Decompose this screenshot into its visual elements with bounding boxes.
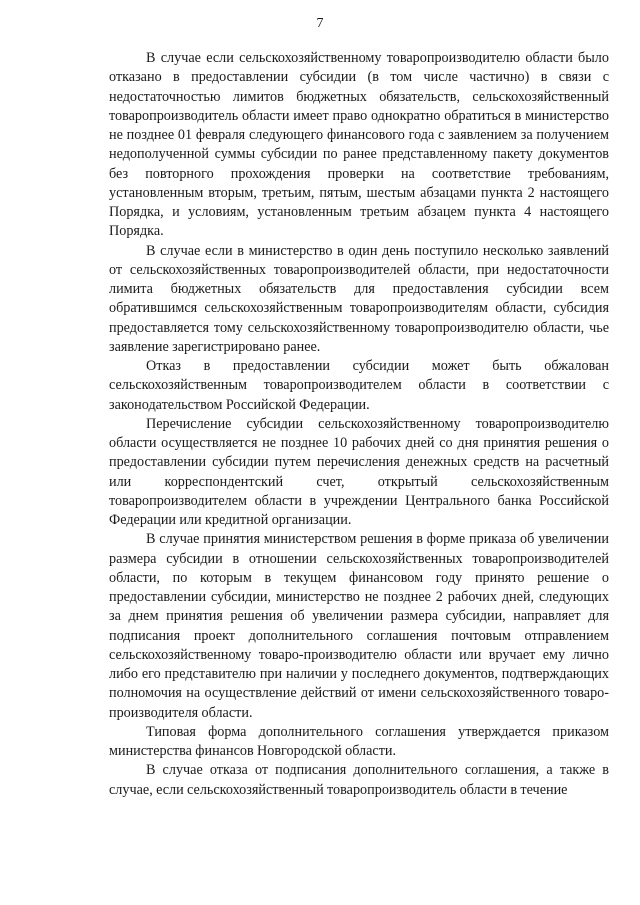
paragraph-standard-form: Типовая форма дополнительного соглашения утверждается приказом министерства финансов Новгородской области. (109, 723, 609, 759)
paragraph-transfer-of-subsidy: Перечисление субсидии сельскохозяйственному товаропроизводителю области осуществляется не позднее 10 рабочих дней со дня принятия решения о предоставлении субсидии путем перечисления денежных средств на расчетный или корреспондентский счет, открытый сельскохозяйственным товаропроизводителем области в учреждении Центрального банка Российской Федерации или кредитной организации. (109, 415, 609, 528)
page-number: 7 (316, 16, 324, 31)
paragraph-same-day-applications: В случае если в министерство в один день поступило несколько заявлений от сельскохозяйственных товаропроизводителей области, при недостаточности лимита бюджетных обязательств для предоставления субсидии всем обратившимся сельскохозяйственным товаропроизводителям области, субсидия предоставляется тому сельскохозяйственному товаропроизводителю области, чье заявление зарегистрировано ранее. (109, 242, 609, 355)
paragraph-refusal-reapplication: В случае если сельскохозяйственному товаропроизводителю области было отказано в предоставлении субсидии (в том числе частично) в связи с недостаточностью лимитов бюджетных обязательств, сельскохозяйственный товаропроизводитель области имеет право однократно обратиться в министерство не позднее 01 февраля следующего финансового года с заявлением за получением недополученной суммы субсидии по ранее представленному пакету документов без повторного прохождения проверки на соответствие требованиям, установленным вторым, третьим, пятым, шестым абзацами пункта 2 настоящего Порядка, и условиям, установленным третьим абзацем пункта 4 настоящего Порядка. (109, 50, 609, 240)
paragraph-appeal: Отказ в предоставлении субсидии может быть обжалован сельскохозяйственным товаропроизводителем области в соответствии с законодательством Российской Федерации. (109, 358, 609, 413)
paragraph-refusal-to-sign: В случае отказа от подписания дополнительного соглашения, а также в случае, если сельскохозяйственный товаропроизводитель области в течение (109, 762, 609, 798)
paragraph-subsidy-increase: В случае принятия министерством решения в форме приказа об увеличении размера субсидии в отношении сельскохозяйственных товаропроизводителей области, по которым в текущем финансовом году принято решение о предоставлении субсидии, министерство не позднее 2 рабочих дней, следующих за днем принятия решения об увеличении размера субсидии, направляет для подписания проект дополнительного соглашения почтовым отправлением сельскохозяйственному товаро-производителю области или вручает ему лично либо его представителю при наличии у последнего документов, подтверждающих полномочия на осуществление действий от имени сельскохозяйственного товаро-производителя области. (109, 531, 609, 721)
document-body (109, 49, 609, 800)
